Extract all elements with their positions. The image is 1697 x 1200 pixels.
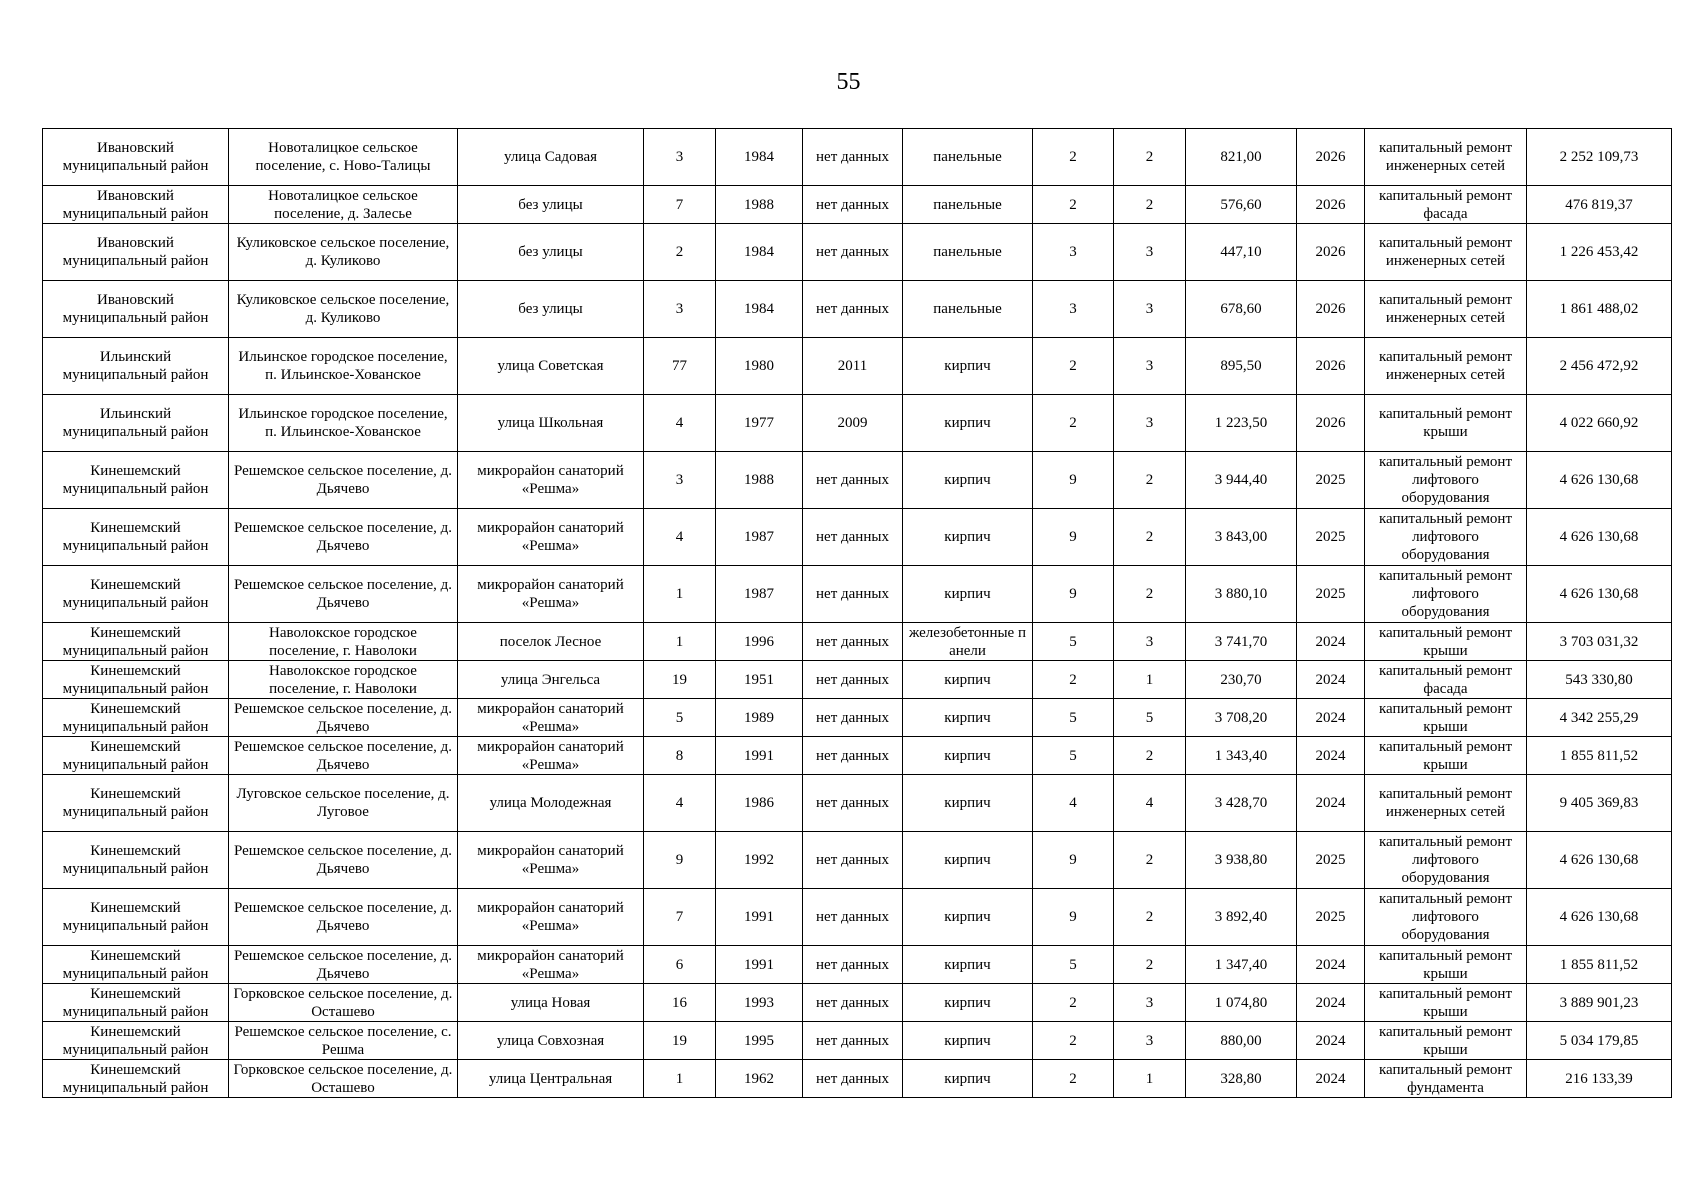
cell-street: улица Садовая <box>458 129 644 186</box>
cell-entrances: 3 <box>1114 623 1186 661</box>
cell-area: 3 938,80 <box>1186 832 1297 889</box>
cell-settlement: Куликовское сельское поселение, д. Куликово <box>229 224 458 281</box>
cell-street: микрорайон санаторий «Решма» <box>458 889 644 946</box>
cell-build-year: 1995 <box>716 1022 803 1060</box>
cell-cost: 476 819,37 <box>1527 186 1672 224</box>
cell-settlement: Ильинское городское поселение, п. Ильинское-Хованское <box>229 395 458 452</box>
cell-reconstruction-year: нет данных <box>803 737 903 775</box>
cell-entrances: 3 <box>1114 984 1186 1022</box>
cell-wall-material: кирпич <box>903 452 1033 509</box>
cell-area: 3 892,40 <box>1186 889 1297 946</box>
cell-street: микрорайон санаторий «Решма» <box>458 566 644 623</box>
cell-house-number: 8 <box>644 737 716 775</box>
cell-house-number: 2 <box>644 224 716 281</box>
cell-reconstruction-year: 2011 <box>803 338 903 395</box>
cell-repair-type: капитальный ремонт крыши <box>1365 737 1527 775</box>
cell-repair-year: 2026 <box>1297 224 1365 281</box>
cell-build-year: 1993 <box>716 984 803 1022</box>
cell-street: микрорайон санаторий «Решма» <box>458 737 644 775</box>
cell-district: Кинешемский муниципальный район <box>43 452 229 509</box>
cell-repair-year: 2024 <box>1297 699 1365 737</box>
cell-entrances: 2 <box>1114 946 1186 984</box>
page-number: 55 <box>836 69 861 95</box>
cell-house-number: 3 <box>644 452 716 509</box>
cell-repair-type: капитальный ремонт крыши <box>1365 395 1527 452</box>
cell-floors: 3 <box>1033 281 1114 338</box>
cell-district: Кинешемский муниципальный район <box>43 1060 229 1098</box>
cell-repair-type: капитальный ремонт инженерных сетей <box>1365 129 1527 186</box>
cell-house-number: 1 <box>644 1060 716 1098</box>
cell-house-number: 6 <box>644 946 716 984</box>
cell-repair-type: капитальный ремонт фундамента <box>1365 1060 1527 1098</box>
cell-floors: 3 <box>1033 224 1114 281</box>
cell-repair-year: 2025 <box>1297 832 1365 889</box>
cell-cost: 543 330,80 <box>1527 661 1672 699</box>
cell-settlement: Решемское сельское поселение, д. Дьячево <box>229 946 458 984</box>
cell-street: микрорайон санаторий «Решма» <box>458 452 644 509</box>
table-row <box>43 832 1672 889</box>
cell-area: 3 843,00 <box>1186 509 1297 566</box>
cell-entrances: 3 <box>1114 1022 1186 1060</box>
cell-area: 447,10 <box>1186 224 1297 281</box>
table-row <box>43 623 1672 661</box>
cell-floors: 5 <box>1033 699 1114 737</box>
cell-wall-material: кирпич <box>903 509 1033 566</box>
cell-build-year: 1991 <box>716 889 803 946</box>
cell-district: Ивановский муниципальный район <box>43 129 229 186</box>
cell-entrances: 3 <box>1114 338 1186 395</box>
cell-floors: 9 <box>1033 832 1114 889</box>
cell-street: микрорайон санаторий «Решма» <box>458 699 644 737</box>
cell-settlement: Луговское сельское поселение, д. Луговое <box>229 775 458 832</box>
cell-cost: 1 226 453,42 <box>1527 224 1672 281</box>
cell-cost: 3 703 031,32 <box>1527 623 1672 661</box>
table-row <box>43 661 1672 699</box>
cell-repair-year: 2026 <box>1297 129 1365 186</box>
cell-entrances: 2 <box>1114 832 1186 889</box>
cell-district: Ивановский муниципальный район <box>43 281 229 338</box>
cell-entrances: 2 <box>1114 186 1186 224</box>
cell-settlement: Решемское сельское поселение, д. Дьячево <box>229 566 458 623</box>
cell-cost: 4 626 130,68 <box>1527 509 1672 566</box>
cell-settlement: Горковское сельское поселение, д. Осташево <box>229 984 458 1022</box>
cell-area: 3 944,40 <box>1186 452 1297 509</box>
cell-wall-material: кирпич <box>903 946 1033 984</box>
table-row <box>43 452 1672 509</box>
cell-street: без улицы <box>458 186 644 224</box>
cell-floors: 9 <box>1033 509 1114 566</box>
cell-repair-type: капитальный ремонт лифтового оборудования <box>1365 509 1527 566</box>
cell-wall-material: железобетонные панели <box>903 623 1033 661</box>
cell-entrances: 3 <box>1114 281 1186 338</box>
cell-district: Кинешемский муниципальный район <box>43 623 229 661</box>
cell-build-year: 1977 <box>716 395 803 452</box>
cell-street: поселок Лесное <box>458 623 644 661</box>
cell-cost: 4 022 660,92 <box>1527 395 1672 452</box>
cell-street: микрорайон санаторий «Решма» <box>458 946 644 984</box>
table-row <box>43 338 1672 395</box>
cell-street: улица Советская <box>458 338 644 395</box>
cell-repair-year: 2026 <box>1297 338 1365 395</box>
cell-build-year: 1996 <box>716 623 803 661</box>
cell-reconstruction-year: нет данных <box>803 832 903 889</box>
cell-floors: 5 <box>1033 946 1114 984</box>
cell-floors: 4 <box>1033 775 1114 832</box>
cell-settlement: Ильинское городское поселение, п. Ильинское-Хованское <box>229 338 458 395</box>
cell-floors: 2 <box>1033 1022 1114 1060</box>
cell-wall-material: кирпич <box>903 1060 1033 1098</box>
cell-cost: 5 034 179,85 <box>1527 1022 1672 1060</box>
cell-settlement: Куликовское сельское поселение, д. Куликово <box>229 281 458 338</box>
cell-repair-year: 2026 <box>1297 281 1365 338</box>
cell-entrances: 2 <box>1114 129 1186 186</box>
cell-reconstruction-year: нет данных <box>803 281 903 338</box>
cell-street: микрорайон санаторий «Решма» <box>458 509 644 566</box>
cell-build-year: 1980 <box>716 338 803 395</box>
table-row <box>43 224 1672 281</box>
cell-repair-type: капитальный ремонт крыши <box>1365 699 1527 737</box>
cell-reconstruction-year: нет данных <box>803 129 903 186</box>
cell-floors: 9 <box>1033 452 1114 509</box>
cell-repair-year: 2024 <box>1297 1060 1365 1098</box>
cell-build-year: 1984 <box>716 281 803 338</box>
table-row <box>43 566 1672 623</box>
cell-entrances: 2 <box>1114 509 1186 566</box>
cell-district: Ильинский муниципальный район <box>43 395 229 452</box>
cell-cost: 9 405 369,83 <box>1527 775 1672 832</box>
cell-house-number: 77 <box>644 338 716 395</box>
cell-settlement: Горковское сельское поселение, д. Осташево <box>229 1060 458 1098</box>
cell-repair-type: капитальный ремонт лифтового оборудования <box>1365 889 1527 946</box>
cell-repair-year: 2025 <box>1297 566 1365 623</box>
cell-floors: 9 <box>1033 889 1114 946</box>
table-row <box>43 509 1672 566</box>
cell-settlement: Решемское сельское поселение, д. Дьячево <box>229 509 458 566</box>
cell-street: улица Новая <box>458 984 644 1022</box>
cell-street: без улицы <box>458 224 644 281</box>
cell-house-number: 5 <box>644 699 716 737</box>
cell-floors: 2 <box>1033 661 1114 699</box>
cell-cost: 4 626 130,68 <box>1527 832 1672 889</box>
cell-repair-type: капитальный ремонт фасада <box>1365 661 1527 699</box>
cell-repair-year: 2024 <box>1297 661 1365 699</box>
cell-reconstruction-year: 2009 <box>803 395 903 452</box>
cell-repair-year: 2025 <box>1297 509 1365 566</box>
cell-area: 576,60 <box>1186 186 1297 224</box>
cell-reconstruction-year: нет данных <box>803 889 903 946</box>
cell-district: Кинешемский муниципальный район <box>43 699 229 737</box>
cell-house-number: 9 <box>644 832 716 889</box>
cell-house-number: 4 <box>644 395 716 452</box>
cell-area: 895,50 <box>1186 338 1297 395</box>
cell-area: 3 880,10 <box>1186 566 1297 623</box>
cell-repair-year: 2024 <box>1297 984 1365 1022</box>
cell-repair-type: капитальный ремонт инженерных сетей <box>1365 775 1527 832</box>
cell-floors: 2 <box>1033 186 1114 224</box>
cell-entrances: 3 <box>1114 395 1186 452</box>
housing-repair-table <box>42 128 1672 1098</box>
cell-area: 1 074,80 <box>1186 984 1297 1022</box>
cell-build-year: 1989 <box>716 699 803 737</box>
cell-house-number: 19 <box>644 1022 716 1060</box>
cell-repair-type: капитальный ремонт лифтового оборудования <box>1365 832 1527 889</box>
cell-house-number: 4 <box>644 775 716 832</box>
cell-build-year: 1987 <box>716 566 803 623</box>
cell-build-year: 1951 <box>716 661 803 699</box>
cell-entrances: 4 <box>1114 775 1186 832</box>
table-row <box>43 984 1672 1022</box>
cell-repair-type: капитальный ремонт лифтового оборудования <box>1365 566 1527 623</box>
cell-street: улица Молодежная <box>458 775 644 832</box>
cell-street: улица Школьная <box>458 395 644 452</box>
cell-build-year: 1986 <box>716 775 803 832</box>
cell-district: Кинешемский муниципальный район <box>43 737 229 775</box>
cell-wall-material: кирпич <box>903 737 1033 775</box>
cell-wall-material: кирпич <box>903 395 1033 452</box>
cell-reconstruction-year: нет данных <box>803 186 903 224</box>
cell-reconstruction-year: нет данных <box>803 1022 903 1060</box>
cell-cost: 3 889 901,23 <box>1527 984 1672 1022</box>
cell-house-number: 7 <box>644 186 716 224</box>
table-row <box>43 129 1672 186</box>
cell-area: 328,80 <box>1186 1060 1297 1098</box>
cell-wall-material: панельные <box>903 129 1033 186</box>
cell-entrances: 3 <box>1114 224 1186 281</box>
table-body <box>43 129 1672 1098</box>
cell-repair-type: капитальный ремонт лифтового оборудования <box>1365 452 1527 509</box>
cell-reconstruction-year: нет данных <box>803 1060 903 1098</box>
cell-settlement: Решемское сельское поселение, д. Дьячево <box>229 832 458 889</box>
cell-street: микрорайон санаторий «Решма» <box>458 832 644 889</box>
cell-district: Кинешемский муниципальный район <box>43 1022 229 1060</box>
cell-build-year: 1991 <box>716 946 803 984</box>
cell-street: без улицы <box>458 281 644 338</box>
cell-settlement: Наволокское городское поселение, г. Наволоки <box>229 623 458 661</box>
cell-district: Кинешемский муниципальный район <box>43 509 229 566</box>
cell-build-year: 1987 <box>716 509 803 566</box>
cell-street: улица Энгельса <box>458 661 644 699</box>
cell-district: Ивановский муниципальный район <box>43 224 229 281</box>
cell-house-number: 4 <box>644 509 716 566</box>
cell-repair-year: 2026 <box>1297 395 1365 452</box>
cell-cost: 4 342 255,29 <box>1527 699 1672 737</box>
cell-area: 1 343,40 <box>1186 737 1297 775</box>
cell-build-year: 1988 <box>716 186 803 224</box>
cell-reconstruction-year: нет данных <box>803 946 903 984</box>
cell-repair-type: капитальный ремонт крыши <box>1365 623 1527 661</box>
cell-floors: 2 <box>1033 129 1114 186</box>
cell-repair-type: капитальный ремонт крыши <box>1365 946 1527 984</box>
cell-settlement: Решемское сельское поселение, с. Решма <box>229 1022 458 1060</box>
cell-reconstruction-year: нет данных <box>803 661 903 699</box>
cell-repair-year: 2024 <box>1297 737 1365 775</box>
cell-repair-year: 2025 <box>1297 889 1365 946</box>
cell-wall-material: кирпич <box>903 1022 1033 1060</box>
cell-repair-year: 2024 <box>1297 946 1365 984</box>
cell-district: Кинешемский муниципальный район <box>43 661 229 699</box>
cell-floors: 2 <box>1033 338 1114 395</box>
cell-area: 3 741,70 <box>1186 623 1297 661</box>
cell-district: Кинешемский муниципальный район <box>43 889 229 946</box>
cell-district: Кинешемский муниципальный район <box>43 832 229 889</box>
cell-area: 880,00 <box>1186 1022 1297 1060</box>
table-row <box>43 186 1672 224</box>
cell-entrances: 5 <box>1114 699 1186 737</box>
cell-house-number: 7 <box>644 889 716 946</box>
cell-cost: 1 855 811,52 <box>1527 946 1672 984</box>
cell-reconstruction-year: нет данных <box>803 224 903 281</box>
cell-reconstruction-year: нет данных <box>803 566 903 623</box>
cell-build-year: 1962 <box>716 1060 803 1098</box>
table-row <box>43 1022 1672 1060</box>
cell-wall-material: кирпич <box>903 699 1033 737</box>
cell-district: Кинешемский муниципальный район <box>43 946 229 984</box>
cell-floors: 2 <box>1033 1060 1114 1098</box>
cell-floors: 5 <box>1033 623 1114 661</box>
cell-repair-type: капитальный ремонт инженерных сетей <box>1365 224 1527 281</box>
cell-settlement: Решемское сельское поселение, д. Дьячево <box>229 737 458 775</box>
cell-repair-year: 2024 <box>1297 623 1365 661</box>
cell-entrances: 2 <box>1114 737 1186 775</box>
cell-district: Ивановский муниципальный район <box>43 186 229 224</box>
cell-floors: 9 <box>1033 566 1114 623</box>
cell-build-year: 1991 <box>716 737 803 775</box>
cell-settlement: Решемское сельское поселение, д. Дьячево <box>229 699 458 737</box>
cell-floors: 5 <box>1033 737 1114 775</box>
cell-district: Кинешемский муниципальный район <box>43 984 229 1022</box>
cell-wall-material: кирпич <box>903 566 1033 623</box>
cell-reconstruction-year: нет данных <box>803 623 903 661</box>
cell-entrances: 2 <box>1114 452 1186 509</box>
cell-wall-material: кирпич <box>903 832 1033 889</box>
cell-reconstruction-year: нет данных <box>803 984 903 1022</box>
cell-wall-material: панельные <box>903 224 1033 281</box>
cell-area: 678,60 <box>1186 281 1297 338</box>
cell-build-year: 1988 <box>716 452 803 509</box>
cell-repair-year: 2024 <box>1297 775 1365 832</box>
cell-settlement: Новоталицкое сельское поселение, с. Ново-Талицы <box>229 129 458 186</box>
cell-cost: 216 133,39 <box>1527 1060 1672 1098</box>
cell-repair-year: 2024 <box>1297 1022 1365 1060</box>
cell-repair-type: капитальный ремонт инженерных сетей <box>1365 281 1527 338</box>
table-row <box>43 281 1672 338</box>
table-row <box>43 775 1672 832</box>
cell-cost: 2 252 109,73 <box>1527 129 1672 186</box>
cell-build-year: 1992 <box>716 832 803 889</box>
cell-area: 230,70 <box>1186 661 1297 699</box>
cell-reconstruction-year: нет данных <box>803 775 903 832</box>
cell-build-year: 1984 <box>716 224 803 281</box>
cell-district: Ильинский муниципальный район <box>43 338 229 395</box>
cell-entrances: 1 <box>1114 661 1186 699</box>
cell-settlement: Наволокское городское поселение, г. Наволоки <box>229 661 458 699</box>
table-row <box>43 1060 1672 1098</box>
table-row <box>43 946 1672 984</box>
cell-entrances: 1 <box>1114 1060 1186 1098</box>
cell-cost: 4 626 130,68 <box>1527 889 1672 946</box>
cell-settlement: Решемское сельское поселение, д. Дьячево <box>229 452 458 509</box>
cell-cost: 1 861 488,02 <box>1527 281 1672 338</box>
cell-area: 1 223,50 <box>1186 395 1297 452</box>
cell-wall-material: кирпич <box>903 338 1033 395</box>
cell-entrances: 2 <box>1114 566 1186 623</box>
cell-repair-type: капитальный ремонт инженерных сетей <box>1365 338 1527 395</box>
cell-wall-material: кирпич <box>903 984 1033 1022</box>
cell-wall-material: кирпич <box>903 889 1033 946</box>
cell-area: 821,00 <box>1186 129 1297 186</box>
cell-cost: 1 855 811,52 <box>1527 737 1672 775</box>
cell-house-number: 16 <box>644 984 716 1022</box>
cell-house-number: 1 <box>644 566 716 623</box>
cell-house-number: 3 <box>644 129 716 186</box>
cell-wall-material: панельные <box>903 186 1033 224</box>
cell-settlement: Решемское сельское поселение, д. Дьячево <box>229 889 458 946</box>
cell-settlement: Новоталицкое сельское поселение, д. Залесье <box>229 186 458 224</box>
cell-floors: 2 <box>1033 395 1114 452</box>
cell-cost: 4 626 130,68 <box>1527 452 1672 509</box>
cell-repair-year: 2026 <box>1297 186 1365 224</box>
cell-entrances: 2 <box>1114 889 1186 946</box>
cell-district: Кинешемский муниципальный район <box>43 566 229 623</box>
cell-wall-material: панельные <box>903 281 1033 338</box>
cell-repair-type: капитальный ремонт крыши <box>1365 1022 1527 1060</box>
cell-repair-type: капитальный ремонт фасада <box>1365 186 1527 224</box>
cell-build-year: 1984 <box>716 129 803 186</box>
cell-wall-material: кирпич <box>903 775 1033 832</box>
cell-repair-year: 2025 <box>1297 452 1365 509</box>
cell-street: улица Совхозная <box>458 1022 644 1060</box>
cell-house-number: 19 <box>644 661 716 699</box>
cell-street: улица Центральная <box>458 1060 644 1098</box>
cell-wall-material: кирпич <box>903 661 1033 699</box>
table-row <box>43 699 1672 737</box>
cell-district: Кинешемский муниципальный район <box>43 775 229 832</box>
cell-floors: 2 <box>1033 984 1114 1022</box>
table-row <box>43 395 1672 452</box>
cell-house-number: 1 <box>644 623 716 661</box>
cell-repair-type: капитальный ремонт крыши <box>1365 984 1527 1022</box>
cell-area: 1 347,40 <box>1186 946 1297 984</box>
cell-cost: 4 626 130,68 <box>1527 566 1672 623</box>
cell-reconstruction-year: нет данных <box>803 699 903 737</box>
cell-area: 3 708,20 <box>1186 699 1297 737</box>
table-row <box>43 737 1672 775</box>
cell-cost: 2 456 472,92 <box>1527 338 1672 395</box>
cell-reconstruction-year: нет данных <box>803 509 903 566</box>
cell-reconstruction-year: нет данных <box>803 452 903 509</box>
cell-area: 3 428,70 <box>1186 775 1297 832</box>
cell-house-number: 3 <box>644 281 716 338</box>
table-row <box>43 889 1672 946</box>
